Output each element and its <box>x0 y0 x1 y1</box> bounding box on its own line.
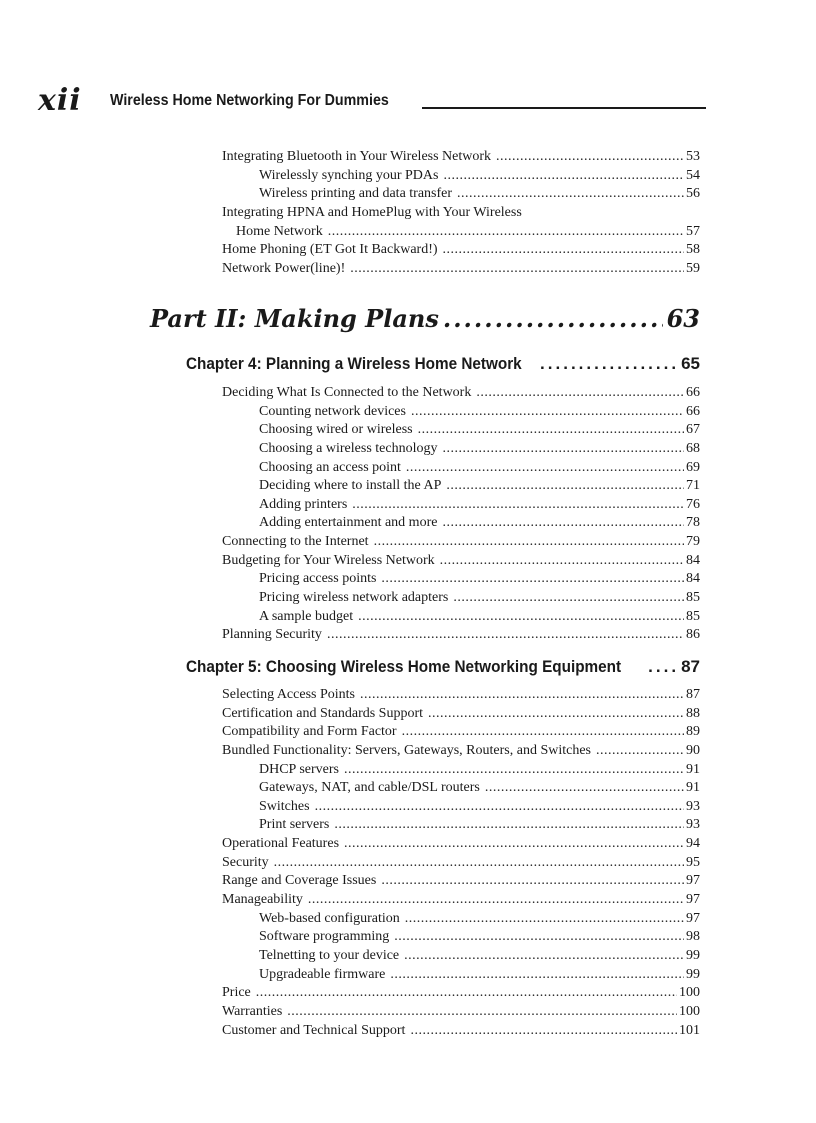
toc-chapter4 <box>222 384 700 645</box>
toc-chapter3-continued <box>222 148 700 278</box>
toc-entry: Operational Features ..... 94 <box>222 835 700 854</box>
toc-entry: Pricing wireless network adapters ..... 85 <box>222 589 700 608</box>
toc-entry: Selecting Access Points ..... 87 <box>222 686 700 705</box>
toc-entry: Gateways, NAT, and cable/DSL routers ..... 91 <box>222 779 700 798</box>
chapter-heading <box>186 354 700 374</box>
toc-entry: Counting network devices ..... 66 <box>222 403 700 422</box>
toc-entry: Customer and Technical Support ..... 101 <box>222 1022 700 1041</box>
part-title: Part II: Making Plans <box>150 304 439 333</box>
chapter-title: Chapter 5: Choosing Wireless Home Networking Equipment <box>186 657 622 676</box>
chapter-title: Chapter 4: Planning a Wireless Home Network <box>186 354 522 373</box>
toc-entry: DHCP servers ..... 91 <box>222 761 700 780</box>
header-rule <box>422 107 706 109</box>
toc-entry: Choosing wired or wireless ..... 67 <box>222 421 700 440</box>
part-page: 63 <box>666 304 700 333</box>
toc-entry: A sample budget ..... 85 <box>222 608 700 627</box>
chapter-page: 87 <box>681 657 700 676</box>
toc-entry: Deciding What Is Connected to the Network ..... 66 <box>222 384 700 403</box>
toc-entry: Wireless printing and data transfer ..... 56 <box>222 185 700 204</box>
chapter-heading <box>186 657 700 677</box>
toc-entry: Choosing a wireless technology ..... 68 <box>222 440 700 459</box>
toc-entry: Choosing an access point ..... 69 <box>222 459 700 478</box>
toc-entry: Warranties ..... 100 <box>222 1003 700 1022</box>
toc-entry: Network Power(line)! ..... 59 <box>222 260 700 279</box>
toc-entry: Adding printers ..... 76 <box>222 496 700 515</box>
toc-entry: Integrating Bluetooth in Your Wireless Network ..... 53 <box>222 148 700 167</box>
toc-entry: Web-based configuration ..... 97 <box>222 910 700 929</box>
page-number: xii <box>38 83 82 118</box>
toc-entry: Certification and Standards Support ..... 88 <box>222 705 700 724</box>
toc-entry: Range and Coverage Issues ..... 97 <box>222 872 700 891</box>
book-title: Wireless Home Networking For Dummies <box>110 92 389 109</box>
toc-entry: Upgradeable firmware ..... 99 <box>222 966 700 985</box>
toc-entry: Wirelessly synching your PDAs ..... 54 <box>222 167 700 186</box>
toc-entry: Adding entertainment and more ..... 78 <box>222 514 700 533</box>
toc-entry: Security ..... 95 <box>222 854 700 873</box>
toc-entry: Pricing access points ..... 84 <box>222 570 700 589</box>
toc-entry: Connecting to the Internet ..... 79 <box>222 533 700 552</box>
toc-entry: Software programming ..... 98 <box>222 928 700 947</box>
toc-entry: Bundled Functionality: Servers, Gateways, Routers, and Switches ..... 90 <box>222 742 700 761</box>
toc-entry: Integrating HPNA and HomePlug with Your Wireless <box>222 204 522 220</box>
toc-entry: Home Phoning (ET Got It Backward!) ..... 58 <box>222 241 700 260</box>
toc-entry: Deciding where to install the AP ..... 71 <box>222 477 700 496</box>
toc-entry: Switches ..... 93 <box>222 798 700 817</box>
toc-entry: Price ..... 100 <box>222 984 700 1003</box>
toc-chapter5 <box>222 686 700 1040</box>
toc-entry: Budgeting for Your Wireless Network ..... 84 <box>222 552 700 571</box>
running-header <box>38 84 706 124</box>
toc-entry: Telnetting to your device ..... 99 <box>222 947 700 966</box>
toc-entry: Manageability ..... 97 <box>222 891 700 910</box>
toc-entry: Home Network ..... 57 <box>222 223 700 242</box>
toc-entry: Compatibility and Form Factor ..... 89 <box>222 723 700 742</box>
part-heading <box>150 304 700 333</box>
toc-entry: Planning Security ..... 86 <box>222 626 700 645</box>
chapter-page: 65 <box>681 354 700 373</box>
toc-entry: Print servers ..... 93 <box>222 816 700 835</box>
